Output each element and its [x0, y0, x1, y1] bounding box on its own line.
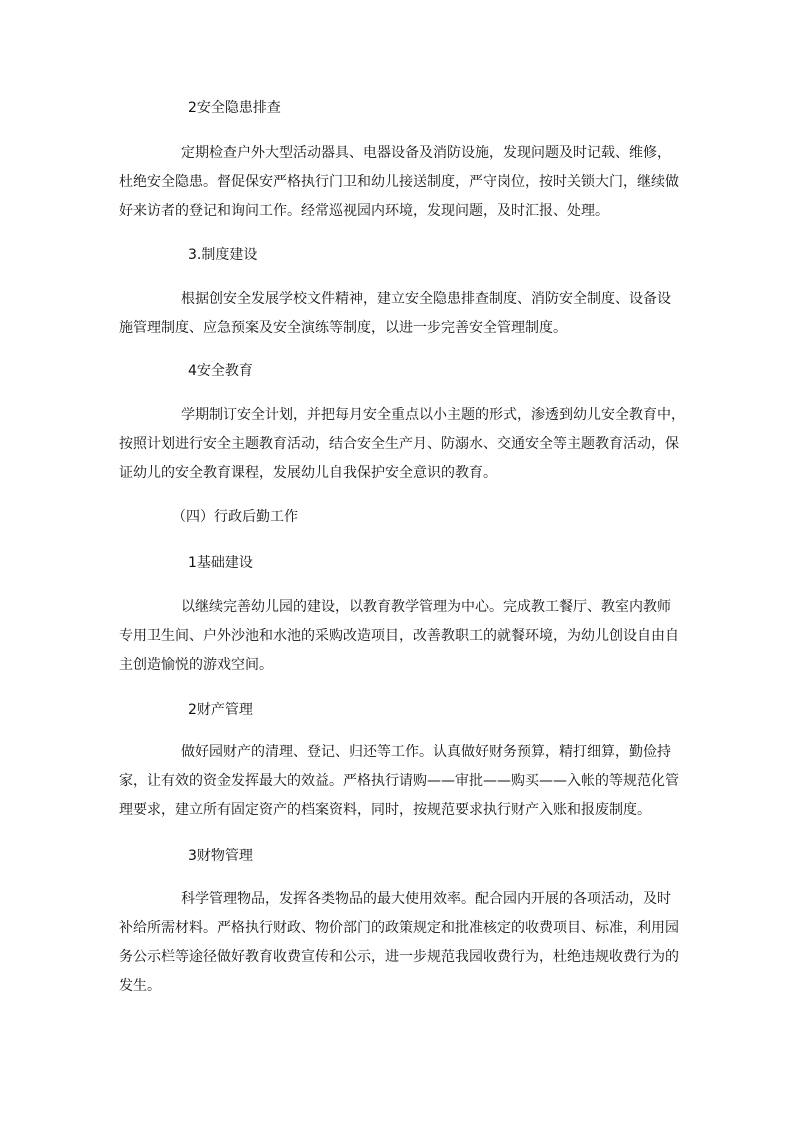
paragraph-line: 学期制订安全计划，并把每月安全重点以小主题的形式，渗透到幼儿安全教育中， — [181, 407, 685, 423]
paragraph-line: 施管理制度、应急预案及安全演练等制度，以进一步完善安全管理制度。 — [119, 320, 567, 336]
section-heading: 3.制度建设 — [188, 247, 258, 263]
paragraph-line: 发生。 — [119, 978, 161, 994]
paragraph-line: 补给所需材料。严格执行财政、物价部门的政策规定和批准核定的收费项目、标准，利用园 — [119, 920, 679, 936]
section-heading: 3财物管理 — [188, 848, 253, 864]
section-heading: 2财产管理 — [188, 702, 253, 718]
section-heading: 4安全教育 — [188, 363, 253, 379]
paragraph-line: 做好园财产的清理、登记、归还等工作。认真做好财务预算，精打细算，勤俭持 — [181, 744, 671, 760]
paragraph-line: 以继续完善幼儿园的建设，以教育教学管理为中心。完成教工餐厅、教室内教师 — [181, 599, 671, 615]
paragraph-line: 好来访者的登记和询问工作。经常巡视园内环境，发现问题，及时汇报、处理。 — [119, 203, 609, 219]
paragraph-line: 按照计划进行安全主题教育活动，结合安全生产月、防溺水、交通安全等主题教育活动，保 — [119, 436, 679, 452]
paragraph-line: 家，让有效的资金发挥最大的效益。严格执行请购——审批——购买——入帐的等规范化管 — [119, 773, 679, 789]
section-heading: 1基础建设 — [188, 555, 253, 571]
paragraph-line: 定期检查户外大型活动器具、电器设备及消防设施，发现问题及时记载、维修， — [181, 145, 671, 161]
paragraph-line: 科学管理物品，发挥各类物品的最大使用效率。配合园内开展的各项活动，及时 — [181, 891, 671, 907]
section-paragraph — [119, 401, 685, 488]
paragraph-line: 理要求，建立所有固定资产的档案资料，同时，按规范要求执行财产入账和报废制度。 — [119, 802, 651, 818]
section-paragraph — [119, 593, 679, 680]
paragraph-line: 务公示栏等途径做好教育收费宣传和公示，进一步规范我园收费行为，杜绝违规收费行为的 — [119, 949, 679, 965]
section-paragraph — [119, 139, 679, 226]
section-paragraph — [119, 885, 679, 1001]
section-heading: （四）行政后勤工作 — [172, 509, 298, 525]
section-paragraph — [119, 285, 675, 343]
section-heading: 2安全隐患排查 — [188, 100, 281, 116]
paragraph-line: 杜绝安全隐患。督促保安严格执行门卫和幼儿接送制度，严守岗位，按时关锁大门，继续做 — [119, 174, 679, 190]
paragraph-line: 根据创安全发展学校文件精神，建立安全隐患排查制度、消防安全制度、设备设 — [181, 291, 671, 307]
paragraph-line: 证幼儿的安全教育课程，发展幼儿自我保护安全意识的教育。 — [119, 465, 497, 481]
paragraph-line: 主创造愉悦的游戏空间。 — [119, 657, 273, 673]
section-paragraph — [119, 738, 679, 825]
paragraph-line: 专用卫生间、户外沙池和水池的采购改造项目，改善教职工的就餐环境，为幼儿创设自由自 — [119, 628, 679, 644]
